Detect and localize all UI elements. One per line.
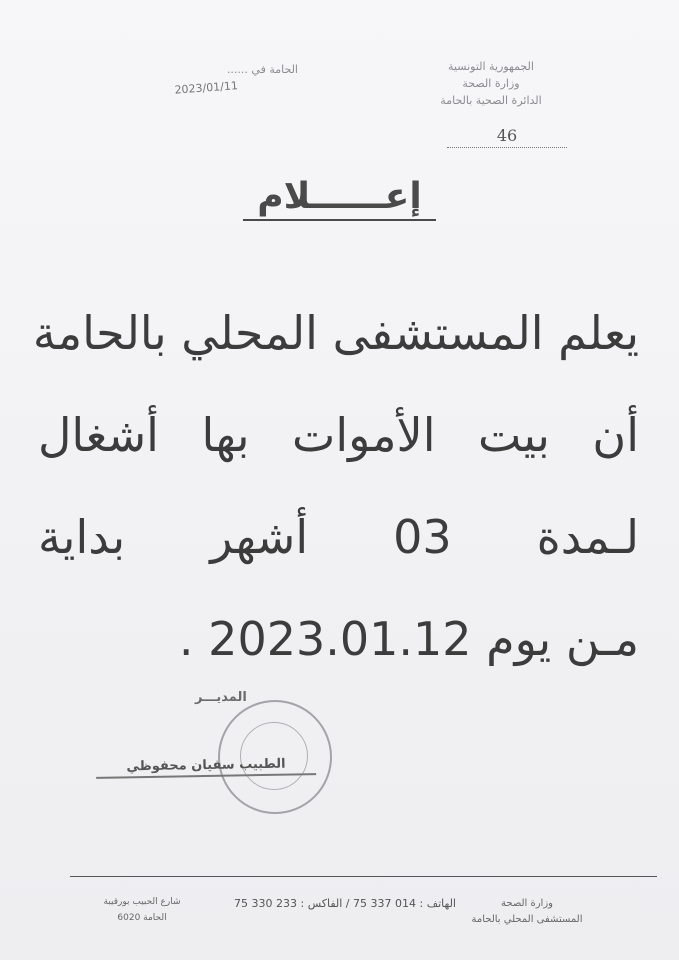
handwritten-date: 2023/01/11 xyxy=(174,79,239,97)
health-district: الدائرة الصحية بالحامة xyxy=(440,94,542,107)
body-line-2: أن بيت الأموات بها أشغال xyxy=(38,408,639,462)
place-date: الحامة في ...... xyxy=(226,63,298,76)
footer-contact: الهاتف : 014 337 75 / الفاكس : 233 330 75 xyxy=(234,897,456,910)
place-date-block xyxy=(128,62,298,98)
footer-hospital: المستشفى المحلي بالحامة xyxy=(471,914,583,925)
letterhead xyxy=(421,58,561,109)
footer-city: الحامة 6020 xyxy=(117,913,167,923)
director-title: المديـــر xyxy=(195,690,247,705)
body-line-4: مـن يوم 2023.01.12 . xyxy=(178,612,639,666)
signer-name: الطبيب سفيان محفوظي xyxy=(96,756,316,779)
footer-ministry: وزارة الصحة xyxy=(501,898,553,909)
footer-institution xyxy=(457,896,597,928)
notice-body xyxy=(32,282,639,690)
country-name: الجمهورية التونسية xyxy=(448,60,534,73)
body-line-1: يعلم المستشفى المحلي بالحامة xyxy=(32,306,639,360)
footer-street: شارع الحبيب بورقيبة xyxy=(103,897,181,907)
notice-title: إعــــــلام xyxy=(0,176,679,221)
footer-address xyxy=(92,894,192,926)
footer-divider xyxy=(70,876,657,877)
reference-dotted-line xyxy=(447,147,567,148)
ministry-name: وزارة الصحة xyxy=(462,77,520,90)
body-line-3: لـمدة 03 أشهر بداية xyxy=(38,510,639,564)
reference-number: 46 xyxy=(447,126,567,152)
